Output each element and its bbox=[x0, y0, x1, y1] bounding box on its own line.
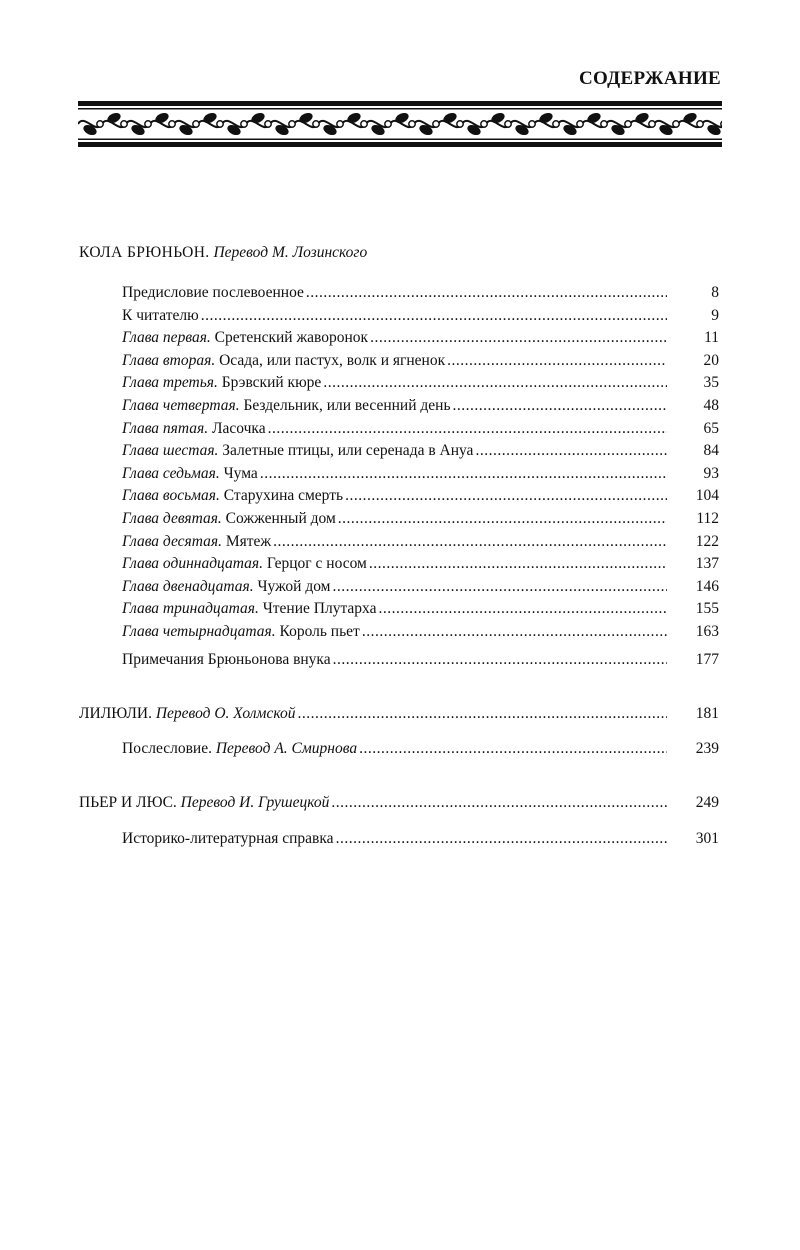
toc-entry-afterword[interactable]: Послесловие. Перевод А. Смирнова ..... 239 bbox=[122, 739, 719, 759]
page-number: 104 bbox=[695, 487, 719, 505]
ornamental-vine-border-icon bbox=[78, 101, 722, 147]
toc-entry-notes[interactable]: Примечания Брюньонова внука ..... 177 bbox=[122, 650, 719, 670]
entry-title: Старухина смерть bbox=[219, 487, 344, 505]
entry-title: Чума bbox=[219, 464, 258, 482]
page-number: 20 bbox=[703, 351, 719, 369]
leader-dots bbox=[201, 306, 667, 326]
page-title: СОДЕРЖАНИЕ bbox=[579, 68, 721, 89]
toc-entry[interactable] bbox=[122, 373, 719, 393]
leader-dots bbox=[268, 419, 667, 439]
entry-title: Предисловие послевоенное bbox=[122, 284, 304, 301]
entry-title: Ласочка bbox=[208, 419, 266, 437]
page-number: 48 bbox=[703, 397, 719, 414]
chapter-number: Глава четырнадцатая. bbox=[122, 623, 276, 640]
toc-entry-liluli[interactable]: ЛИЛЮЛИ. Перевод О. Холмской ..... 181 bbox=[79, 704, 719, 724]
leader-dots bbox=[369, 554, 667, 574]
chapter-number: Глава вторая. bbox=[122, 351, 216, 369]
toc-entry[interactable] bbox=[122, 509, 719, 529]
chapter-number: Глава одиннадцатая. bbox=[122, 555, 263, 573]
page-number: 146 bbox=[695, 577, 719, 595]
leader-dots bbox=[338, 509, 667, 529]
leader-dots bbox=[475, 441, 667, 461]
chapter-number: Глава седьмая. bbox=[122, 464, 220, 482]
page-number: 93 bbox=[703, 464, 719, 482]
entry-title: К читателю bbox=[122, 306, 199, 324]
page-number: 112 bbox=[696, 510, 719, 527]
toc-entry[interactable] bbox=[122, 486, 719, 506]
entry-title: Мятеж bbox=[221, 532, 272, 550]
toc-entry[interactable] bbox=[122, 328, 719, 348]
chapter-number: Глава четвертая. bbox=[122, 397, 240, 414]
toc-entry[interactable] bbox=[122, 554, 719, 574]
chapter-number: Глава тринадцатая. bbox=[122, 600, 259, 618]
toc-entry[interactable] bbox=[122, 396, 719, 416]
entry-title: Герцог с носом bbox=[262, 555, 367, 573]
chapter-number: Глава восьмая. bbox=[122, 487, 220, 505]
leader-dots bbox=[332, 577, 667, 597]
page-number: 84 bbox=[703, 442, 719, 460]
chapter-number: Глава третья. bbox=[122, 374, 218, 392]
toc-entry[interactable] bbox=[122, 441, 719, 461]
page-number: 9 bbox=[711, 306, 719, 324]
page-number: 35 bbox=[703, 374, 719, 392]
leader-dots bbox=[273, 532, 667, 552]
leader-dots bbox=[323, 373, 667, 393]
leader-dots bbox=[378, 599, 667, 619]
toc-entry[interactable] bbox=[122, 599, 719, 619]
page-number: 122 bbox=[695, 532, 719, 550]
section-heading-kola-breugnon: КОЛА БРЮНЬОН. Перевод М. Лозинского bbox=[79, 244, 368, 261]
toc-entry[interactable] bbox=[122, 283, 719, 303]
toc-entry[interactable] bbox=[122, 351, 719, 371]
page-number: 137 bbox=[695, 555, 719, 573]
toc-entry[interactable] bbox=[122, 622, 719, 642]
toc-entry[interactable] bbox=[122, 577, 719, 597]
leader-dots bbox=[345, 486, 667, 506]
toc-entry-pierre-et-luce[interactable]: ПЬЕР И ЛЮС. Перевод И. Грушецкой ..... 249 bbox=[79, 793, 719, 813]
chapter-number: Глава десятая. bbox=[122, 532, 222, 550]
leader-dots bbox=[447, 351, 667, 371]
entry-title: Осада, или пастух, волк и ягненок bbox=[215, 351, 446, 369]
entry-title: Чтение Плутарха bbox=[258, 600, 377, 618]
chapter-number: Глава первая. bbox=[122, 329, 211, 347]
page-number: 65 bbox=[703, 419, 719, 437]
page-number: 11 bbox=[704, 329, 719, 347]
entry-title: Бездельник, или весенний день bbox=[239, 397, 451, 414]
entry-title: Брэвский кюре bbox=[217, 374, 322, 392]
page-number: 8 bbox=[711, 284, 719, 301]
leader-dots bbox=[453, 396, 667, 416]
entry-title: Сретенский жаворонок bbox=[210, 329, 369, 347]
toc-entry-historical-note[interactable]: Историко-литературная справка ..... 301 bbox=[122, 829, 719, 849]
leader-dots bbox=[260, 464, 667, 484]
toc-entry[interactable] bbox=[122, 532, 719, 552]
chapter-number: Глава пятая. bbox=[122, 419, 209, 437]
page-number: 155 bbox=[695, 600, 719, 618]
leader-dots bbox=[362, 622, 667, 642]
leader-dots bbox=[370, 328, 667, 348]
entry-title: Сожженный дом bbox=[221, 510, 336, 527]
page-number: 163 bbox=[695, 623, 719, 640]
leader-dots bbox=[306, 283, 667, 303]
toc-entry[interactable] bbox=[122, 464, 719, 484]
toc-entry[interactable] bbox=[122, 306, 719, 326]
entry-title: Король пьет bbox=[275, 623, 360, 640]
entry-title: Чужой дом bbox=[253, 577, 331, 595]
chapter-number: Глава девятая. bbox=[122, 510, 222, 527]
chapter-number: Глава шестая. bbox=[122, 442, 219, 460]
toc-entry[interactable] bbox=[122, 419, 719, 439]
entry-title: Залетные птицы, или серенада в Ануа bbox=[218, 442, 474, 460]
chapter-number: Глава двенадцатая. bbox=[122, 577, 254, 595]
